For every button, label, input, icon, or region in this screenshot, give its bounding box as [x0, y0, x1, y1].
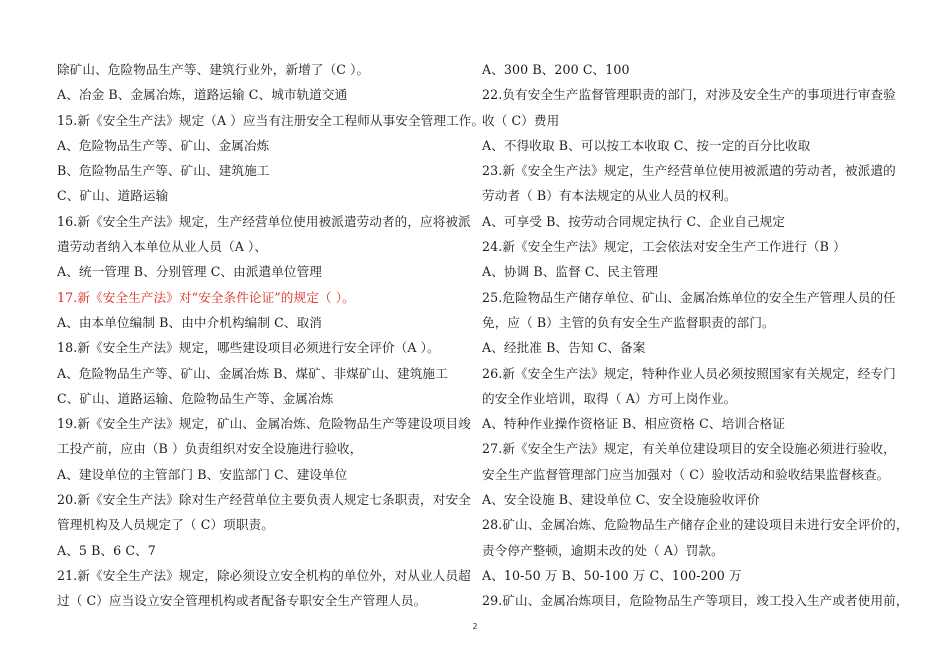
text-line: 免，应（ B）主管的负有安全生产监督职责的部门。	[482, 314, 775, 330]
text-line: 24.新《安全生产法》规定，工会依法对安全生产工作进行（B ）	[482, 239, 846, 255]
text-line: A、建设单位的主管部门 B、安监部门 C、建设单位	[57, 466, 348, 482]
text-line: 29.矿山、金属冶炼项目，危险物品生产等项目，竣工投入生产或者使用前，	[482, 593, 909, 609]
text-line: A、危险物品生产等、矿山、金属冶炼	[57, 137, 270, 153]
text-line: A、安全设施 B、建设单位 C、安全设施验收评价	[482, 492, 760, 508]
text-line: 18.新《安全生产法》规定，哪些建设项目必须进行安全评价（A ）。	[57, 340, 440, 356]
text-line: A、5 B、6 C、7	[57, 542, 156, 558]
text-line: A、300 B、200 C、100	[482, 62, 630, 77]
text-line: A、特种作业操作资格证 B、相应资格 C、培训合格证	[482, 416, 786, 432]
left-column	[57, 57, 489, 614]
text-line: A、危险物品生产等、矿山、金属冶炼 B、煤矿、非煤矿山、建筑施工	[57, 365, 448, 381]
text-line: 15.新《安全生产法》规定（A ）应当有注册安全工程师从事安全管理工作。	[57, 112, 485, 128]
page-number: 2	[472, 622, 478, 631]
text-line: 27.新《安全生产法》规定，有关单位建设项目的安全设施必须进行验收，	[482, 441, 896, 457]
text-line: A、10-50 万 B、50-100 万 C、100-200 万	[482, 567, 742, 583]
text-line: A、可享受 B、按劳动合同规定执行 C、企业自己规定	[482, 213, 786, 229]
text-line: 管理机构及人员规定了（ C）项职责。	[57, 517, 274, 533]
text-line: 收（ C）费用	[482, 112, 560, 128]
text-line: A、协调 B、监督 C、民主管理	[482, 264, 659, 280]
text-line: 19.新《安全生产法》规定，矿山、金属冶炼、危险物品生产等建设项目竣	[57, 416, 471, 432]
text-line: 25.危险物品生产储存单位、矿山、金属冶炼单位的安全生产管理人员的任	[482, 289, 896, 305]
text-line: 的安全作业培训，取得（ A）方可上岗作业。	[482, 390, 737, 406]
text-line: 17.新《安全生产法》对“安全条件论证”的规定（ ）。	[57, 289, 355, 305]
text-line: 21.新《安全生产法》规定，除必须设立安全机构的单位外，对从业人员超	[57, 567, 471, 583]
text-line: 工投产前，应由（B ）负责组织对安全设施进行验收，	[57, 441, 363, 457]
text-line: A、冶金 B、金属冶炼，道路运输 C、城市轨道交通	[57, 87, 348, 103]
text-line: 26.新《安全生产法》规定，特种作业人员必须按照国家有关规定，经专门	[482, 365, 896, 381]
text-line: 责令停产整顿，逾期未改的处（ A）罚款。	[482, 542, 724, 558]
text-line: A、统一管理 B、分别管理 C、由派遣单位管理	[57, 264, 322, 280]
text-line: 除矿山、危险物品生产等、建筑行业外，新增了（C ）。	[57, 62, 370, 77]
text-line: B、危险物品生产等、矿山、建筑施工	[57, 163, 270, 179]
text-line: 22.负有安全生产监督管理职责的部门，对涉及安全生产的事项进行审查验	[482, 87, 896, 103]
text-line: A、不得收取 B、可以按工本收取 C、按一定的百分比收取	[482, 137, 811, 153]
text-line: 20.新《安全生产法》除对生产经营单位主要负责人规定七条职责，对安全	[57, 492, 471, 508]
text-line: 安全生产监督管理部门应当加强对（ C）验收活动和验收结果监督核查。	[482, 466, 890, 482]
text-line: 16.新《安全生产法》规定，生产经营单位使用被派遣劳动者的，应将被派	[57, 213, 471, 229]
text-line: C、矿山、道路运输	[57, 188, 169, 204]
text-line: 劳动者（ B）有本法规定的从业人员的权利。	[482, 188, 737, 204]
text-line: 遣劳动者纳入本单位从业人员（A ）、	[57, 239, 268, 255]
text-line: 28.矿山、金属冶炼、危险物品生产储存企业的建设项目未进行安全评价的，	[482, 517, 909, 533]
text-line: A、由本单位编制 B、由中介机构编制 C、取消	[57, 314, 322, 330]
text-line: C、矿山、道路运输、危险物品生产等、金属冶炼	[57, 390, 334, 406]
text-line: 过（ C）应当设立安全管理机构或者配备专职安全生产管理人员。	[57, 593, 427, 609]
text-line: 23.新《安全生产法》规定，生产经营单位使用被派遣的劳动者，被派遣的	[482, 163, 896, 179]
text-line: A、经批准 B、告知 C、备案	[482, 340, 646, 356]
right-column	[482, 57, 909, 614]
